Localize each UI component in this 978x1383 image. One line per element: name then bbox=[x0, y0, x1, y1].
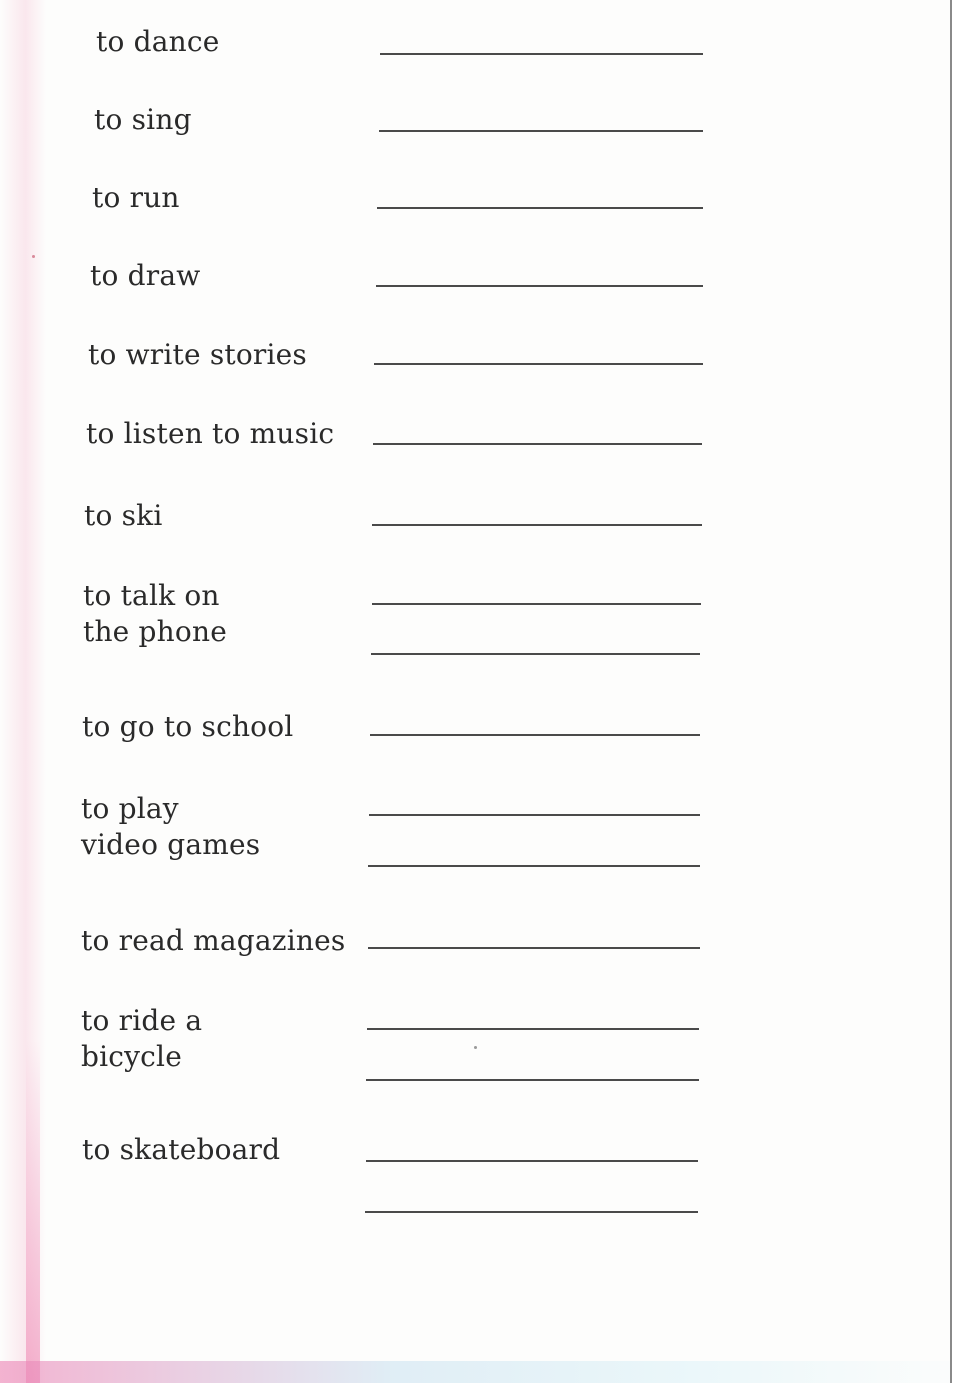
activity-label-run: to run bbox=[92, 181, 180, 214]
answer-line-play-video-games-2[interactable] bbox=[368, 865, 700, 867]
answer-line-skateboard-1[interactable] bbox=[366, 1160, 698, 1162]
answer-line-go-to-school[interactable] bbox=[370, 734, 700, 736]
answer-line-talk-on-phone-2[interactable] bbox=[371, 653, 700, 655]
activity-label-draw: to draw bbox=[90, 259, 201, 292]
answer-line-ride-bicycle-2[interactable] bbox=[366, 1079, 699, 1081]
answer-line-ski[interactable] bbox=[372, 524, 702, 526]
activity-label-ride-bicycle: to ride a bicycle bbox=[81, 1004, 203, 1073]
activity-label-dance: to dance bbox=[96, 25, 220, 58]
activity-label-go-to-school: to go to school bbox=[82, 710, 294, 743]
activity-label-ski: to ski bbox=[84, 499, 163, 532]
page-right-margin bbox=[952, 0, 978, 1383]
paper-speck bbox=[474, 1046, 477, 1049]
activity-label-talk-on-phone: to talk on the phone bbox=[83, 579, 227, 648]
activity-label-sing: to sing bbox=[94, 103, 192, 136]
page-edge-tint-lower bbox=[26, 1040, 40, 1383]
activity-label-write-stories: to write stories bbox=[88, 338, 307, 371]
activity-label-listen-to-music: to listen to music bbox=[86, 417, 335, 450]
activity-label-play-video-games: to play video games bbox=[81, 792, 261, 861]
answer-line-run[interactable] bbox=[377, 207, 703, 209]
page-bottom-edge bbox=[0, 1361, 978, 1383]
answer-line-read-magazines[interactable] bbox=[368, 947, 700, 949]
answer-line-talk-on-phone-1[interactable] bbox=[372, 603, 701, 605]
answer-line-ride-bicycle-1[interactable] bbox=[367, 1028, 699, 1030]
paper-speck bbox=[32, 255, 35, 258]
answer-line-play-video-games-1[interactable] bbox=[369, 814, 700, 816]
page-right-border bbox=[950, 0, 952, 1383]
answer-line-skateboard-2[interactable] bbox=[365, 1211, 698, 1213]
activity-label-skateboard: to skateboard bbox=[82, 1133, 281, 1166]
answer-line-sing[interactable] bbox=[379, 130, 703, 132]
activity-label-read-magazines: to read magazines bbox=[81, 924, 346, 957]
answer-line-dance[interactable] bbox=[380, 53, 703, 55]
answer-line-listen-to-music[interactable] bbox=[373, 443, 702, 445]
answer-line-write-stories[interactable] bbox=[374, 363, 703, 365]
answer-line-draw[interactable] bbox=[376, 285, 703, 287]
